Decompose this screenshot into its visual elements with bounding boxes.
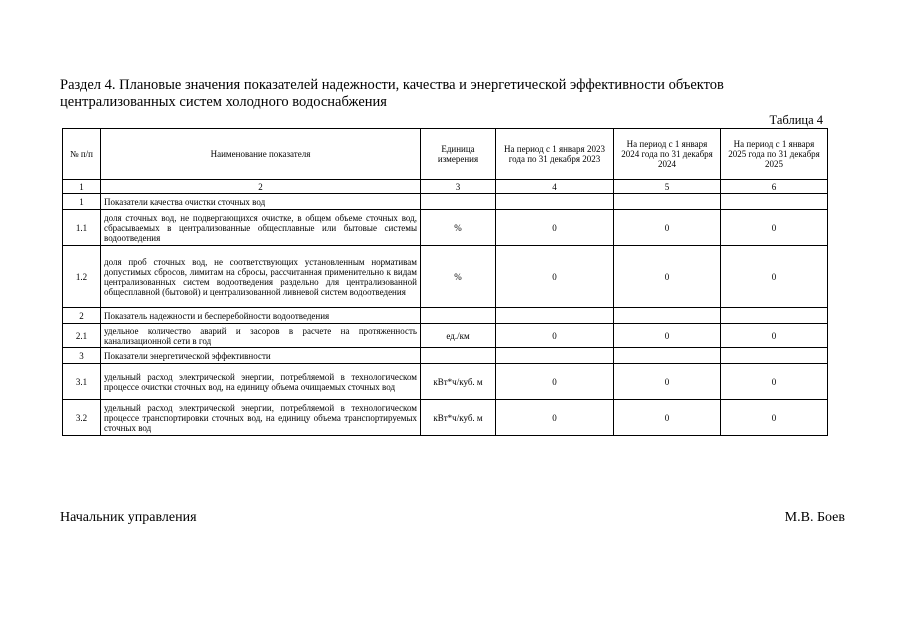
column-number-row <box>63 180 828 194</box>
row-value-2023: 0 <box>496 210 614 246</box>
row-value-2024: 0 <box>614 246 721 308</box>
row-num: 3.2 <box>63 400 101 436</box>
row-value-2025: 0 <box>721 210 828 246</box>
section-row <box>63 348 828 364</box>
header-row <box>63 129 828 180</box>
row-name: удельное количество аварий и засоров в расчете на протяженность канализационной сети в год <box>101 324 421 348</box>
row-value-2025: 0 <box>721 364 828 400</box>
row-name: доля сточных вод, не подвергающихся очистке, в общем объеме сточных вод, сбрасываемых в централизованные общесплавные или бытовые системы водоотведения <box>101 210 421 246</box>
row-num: 3.1 <box>63 364 101 400</box>
section-row <box>63 308 828 324</box>
row-unit: кВт*ч/куб. м <box>421 400 496 436</box>
column-number: 5 <box>614 180 721 194</box>
header-name: Наименование показателя <box>101 129 421 180</box>
column-number: 3 <box>421 180 496 194</box>
column-number: 6 <box>721 180 828 194</box>
signatory-name: М.В. Боев <box>784 510 845 525</box>
row-value-2024: 0 <box>614 400 721 436</box>
column-number: 1 <box>63 180 101 194</box>
table-row <box>63 210 828 246</box>
table-row <box>63 364 828 400</box>
header-period-2023: На период с 1 января 2023 года по 31 декабря 2023 <box>496 129 614 180</box>
row-name: удельный расход электрической энергии, потребляемой в технологическом процессе очистки сточных вод, на единицу объема очищаемых сточных вод <box>101 364 421 400</box>
row-value-2023: 0 <box>496 364 614 400</box>
row-value-2024: 0 <box>614 324 721 348</box>
header-unit: Единица измерения <box>421 129 496 180</box>
indicators-table <box>62 128 828 436</box>
section-title: Показатели энергетической эффективности <box>101 348 421 364</box>
table-label: Таблица 4 <box>769 113 823 127</box>
section-heading: Раздел 4. Плановые значения показателей надежности, качества и энергетической эффективности объектов централизованных систем холодного водоснабжения <box>60 77 724 110</box>
row-value-2023: 0 <box>496 324 614 348</box>
row-unit: % <box>421 246 496 308</box>
row-value-2025: 0 <box>721 246 828 308</box>
table-row <box>63 246 828 308</box>
row-name: доля проб сточных вод, не соответствующих установленным нормативам допустимых сбросов, лимитам на сбросы, рассчитанная применительно к видам централизованных систем водоотведения раздельно для централизованной общесплавной (бытовой) и централизованной ливневой систем водоотведения <box>101 246 421 308</box>
header-period-2024: На период с 1 января 2024 года по 31 декабря 2024 <box>614 129 721 180</box>
table-row <box>63 400 828 436</box>
column-number: 4 <box>496 180 614 194</box>
row-value-2024: 0 <box>614 364 721 400</box>
row-name: удельный расход электрической энергии, потребляемой в технологическом процессе транспортировки сточных вод, на единицу объема транспортируемых сточных вод <box>101 400 421 436</box>
section-num: 1 <box>63 194 101 210</box>
column-number: 2 <box>101 180 421 194</box>
section-title: Показатели качества очистки сточных вод <box>101 194 421 210</box>
section-title: Показатель надежности и бесперебойности водоотведения <box>101 308 421 324</box>
section-num: 2 <box>63 308 101 324</box>
section-row <box>63 194 828 210</box>
signatory-position: Начальник управления <box>60 510 197 525</box>
section-num: 3 <box>63 348 101 364</box>
row-value-2025: 0 <box>721 400 828 436</box>
row-value-2023: 0 <box>496 246 614 308</box>
header-num: № п/п <box>63 129 101 180</box>
row-num: 1.2 <box>63 246 101 308</box>
row-value-2025: 0 <box>721 324 828 348</box>
header-period-2025: На период с 1 января 2025 года по 31 декабря 2025 <box>721 129 828 180</box>
table-row <box>63 324 828 348</box>
row-num: 2.1 <box>63 324 101 348</box>
row-value-2023: 0 <box>496 400 614 436</box>
row-unit: % <box>421 210 496 246</box>
row-value-2024: 0 <box>614 210 721 246</box>
row-unit: ед./км <box>421 324 496 348</box>
row-unit: кВт*ч/куб. м <box>421 364 496 400</box>
row-num: 1.1 <box>63 210 101 246</box>
